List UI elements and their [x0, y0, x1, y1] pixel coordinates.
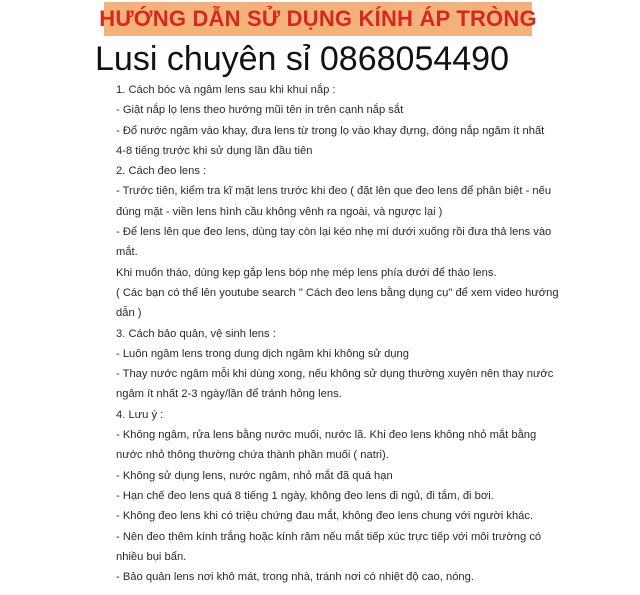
instruction-line: - Đổ nước ngâm vào khay, đưa lens từ trong lọ vào khay đựng, đóng nắp ngâm ít nhất	[116, 124, 545, 137]
instruction-line: nhiều bụi bẩn.	[116, 550, 187, 563]
instruction-line: 4-8 tiếng trước khi sử dụng lần đầu tiên	[116, 144, 313, 157]
instruction-line: dẫn )	[116, 307, 142, 320]
instruction-line: nước nhỏ thông thường chứa thành phần muối ( natri).	[116, 449, 389, 462]
instruction-line: 1. Cách bóc và ngâm lens sau khi khui nắp :	[116, 84, 336, 96]
instruction-line: - Không sử dụng lens, nước ngâm, nhỏ mắt đã quá hạn	[116, 469, 393, 482]
instruction-line: - Không ngâm, rửa lens bằng nước muối, nước lã. Khi đeo lens không nhỏ mắt bằng	[116, 429, 537, 442]
title-banner	[99, 2, 537, 36]
page-title: HƯỚNG DẪN SỬ DỤNG KÍNH ÁP TRÒNG	[99, 6, 537, 31]
instruction-line: 4. Lưu ý :	[116, 408, 164, 421]
instruction-line: - Giật nắp lọ lens theo hướng mũi tên in trên cạnh nắp sắt	[116, 104, 404, 117]
instruction-line: Khi muốn tháo, dùng kẹp gắp lens bóp nhẹ mép lens phía dưới để tháo lens.	[116, 266, 497, 279]
seller-contact: Lusi chuyên sỉ 0868054490	[95, 40, 509, 78]
instruction-line: ngâm ít nhất 2-3 ngày/lần để tránh hỏng lens.	[116, 388, 342, 401]
instruction-line: - Bảo quản lens nơi khô mát, trong nhà, tránh nơi có nhiệt độ cao, nóng.	[116, 571, 474, 584]
instruction-line: - Luôn ngâm lens trong dung dịch ngâm khi không sử dụng	[116, 347, 409, 360]
instruction-line: đúng mặt - viền lens hình cầu không vênh ra ngoài, và ngược lại )	[116, 205, 443, 218]
instruction-line: 3. Cách bảo quản, vệ sinh lens :	[116, 327, 276, 340]
instruction-line: - Trước tiên, kiểm tra kĩ mặt lens trước khi đeo ( đặt lên que đeo lens để phân biệt - nếu	[116, 185, 552, 198]
instruction-body	[116, 80, 636, 587]
instruction-line: - Nên đeo thêm kính trắng hoặc kính râm nếu mắt tiếp xúc trực tiếp với môi trường có	[116, 530, 542, 543]
instruction-line: - Không đeo lens khi có triệu chứng đau mắt, không đeo lens chung với người khác.	[116, 510, 534, 523]
instruction-line: - Hạn chế đeo lens quá 8 tiếng 1 ngày, không đeo lens đi ngủ, đi tắm, đi bơi.	[116, 489, 494, 502]
instruction-line: ( Các bạn có thể lên youtube search " Cách đeo lens bằng dụng cụ" để xem video hướng	[116, 286, 559, 299]
instruction-line: mắt.	[116, 246, 138, 259]
instruction-line: 2. Cách đeo lens :	[116, 165, 207, 178]
instruction-line: - Để lens lên que đeo lens, dùng tay còn lại kéo nhẹ mí dưới xuống rồi đưa thả lens vào	[116, 226, 552, 239]
instruction-line: - Thay nước ngâm mỗi khi dùng xong, nếu không sử dụng thường xuyên nên thay nước	[116, 368, 554, 381]
